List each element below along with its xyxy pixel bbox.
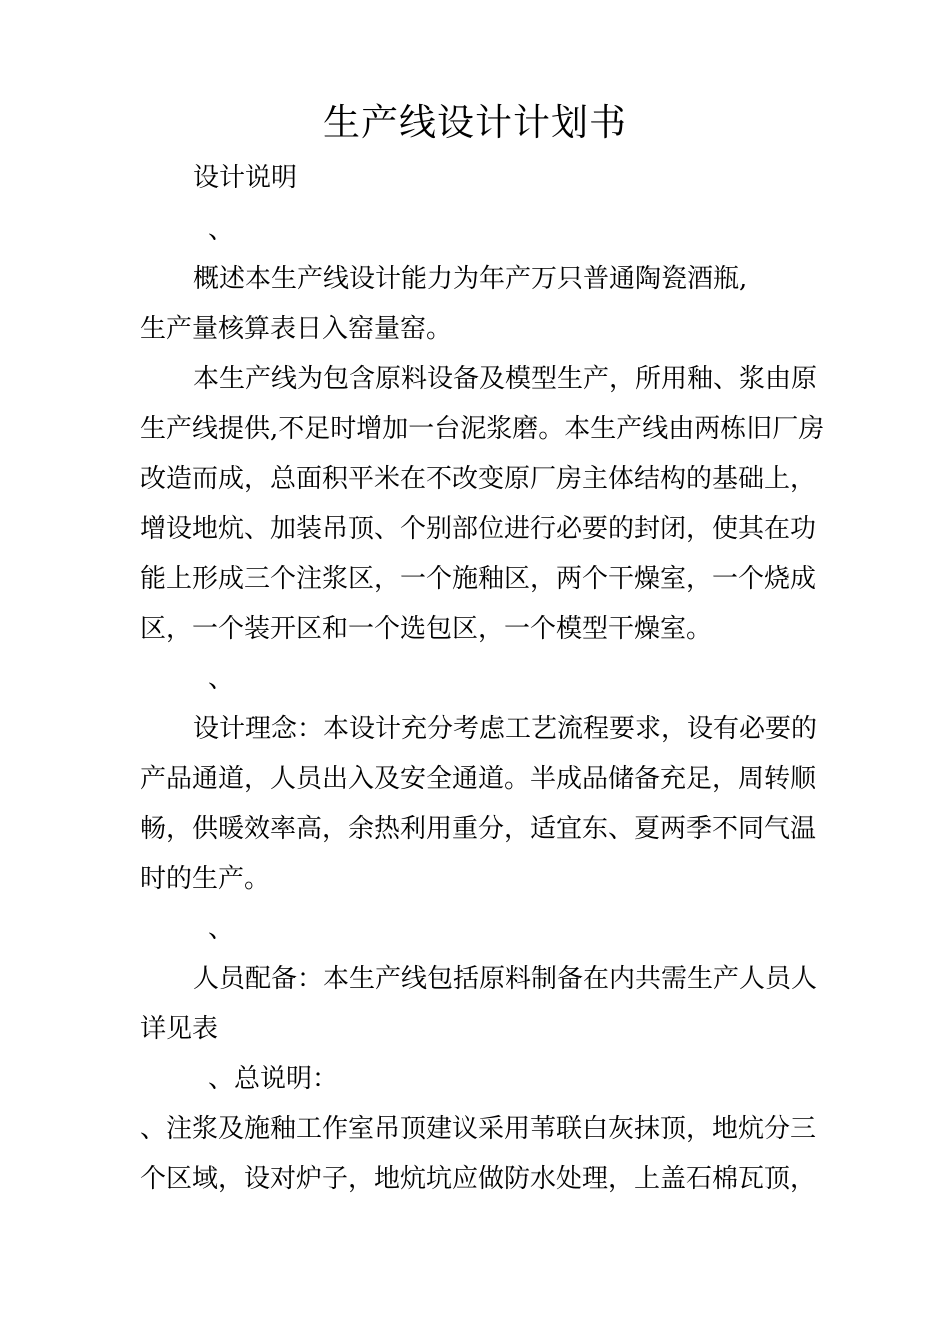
paragraph-line: 个区域，设对炉子，地炕坑应做防水处理，上盖石棉瓦顶， <box>140 1164 817 1194</box>
paragraph-line: 本生产线为包含原料设备及模型生产，所用釉、浆由原 <box>193 364 818 394</box>
enumeration-mark: 、 <box>208 914 235 944</box>
paragraph-line: 设计理念：本设计充分考虑工艺流程要求，设有必要的 <box>193 714 818 744</box>
paragraph-line: 详见表 <box>140 1014 219 1044</box>
document-title: 生产线设计计划书 <box>323 101 627 144</box>
paragraph-line: 人员配备：本生产线包括原料制备在内共需生产人员人 <box>193 964 818 994</box>
paragraph-line: 能上形成三个注浆区，一个施釉区，两个干燥室，一个烧成 <box>140 564 817 594</box>
paragraph-line: 时的生产。 <box>140 864 271 894</box>
enumeration-mark: 、 <box>208 215 235 245</box>
paragraph-line: 改造而成，总面积平米在不改变原厂房主体结构的基础上， <box>140 464 817 494</box>
paragraph-line: 增设地炕、加装吊顶、个别部位进行必要的封闭，使其在功 <box>140 514 817 544</box>
paragraph-line: 概述本生产线设计能力为年产万只普通陶瓷酒瓶, <box>193 264 748 294</box>
paragraph-line: 畅，供暖效率高，余热利用重分，适宜东、夏两季不同气温 <box>140 814 817 844</box>
paragraph-line: 产品通道，人员出入及安全通道。半成品储备充足，周转顺 <box>140 764 817 794</box>
paragraph-line: 生产线提供,不足时增加一台泥浆磨。本生产线由两栋旧厂房 <box>140 414 825 444</box>
paragraph-line: 生产量核算表日入窑量窑。 <box>140 314 453 344</box>
section-heading-general-notes: 、总说明： <box>208 1064 339 1094</box>
section-heading-design-notes: 设计说明 <box>193 163 298 193</box>
paragraph-line: 、注浆及施釉工作室吊顶建议采用苇联白灰抹顶，地炕分三 <box>140 1114 817 1144</box>
enumeration-mark: 、 <box>208 664 235 694</box>
paragraph-line: 区，一个装开区和一个选包区，一个模型干燥室。 <box>140 614 713 644</box>
